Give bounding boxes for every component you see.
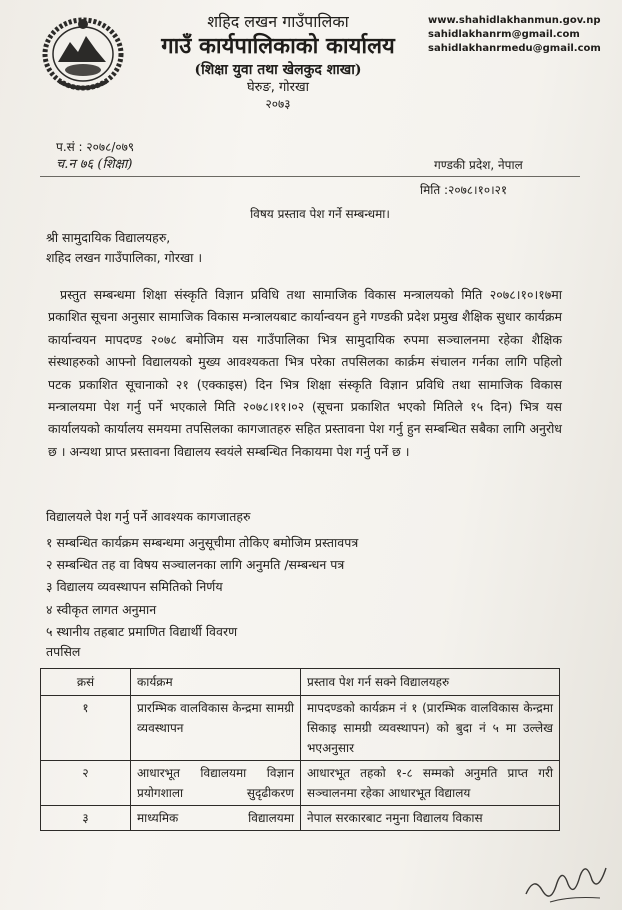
office-header [128,12,428,112]
municipality-name: शहिद लखन गाउँपालिका [207,12,349,31]
reference-numbers [56,138,134,174]
table-row [41,761,560,806]
list-item: ५ स्थानीय तहबाट प्रमाणित विद्यार्थी विवरण [46,623,238,639]
column-header-program: कार्यक्रम [131,669,301,696]
addressee-line: शहिद लखन गाउँपालिका, गोरखा । [46,250,203,265]
header-divider [40,176,580,177]
subject-line: विषय प्रस्ताव पेश गर्ने सम्बन्धमा। [250,207,390,221]
body-paragraph: प्रस्तुत सम्बन्धमा शिक्षा संस्कृति विज्ञान प्रविधि तथा सामाजिक विकास मन्त्रालयको मिति २०७८।१०।१७मा प्रकाशित सूचना अनुसार सामाजिक विकास मन्त्रालयबाट कार्यान्वयन हुने गण्डकी प्रदेश प्रमुख शैक्षिक सुधार कार्यक्रम कार्यान्वयन मापदण्ड २०७८ बमोजिम यस गाउँपालिका भित्र सामुदायिक रुपमा सञ्चालनमा रहेका शैक्षिक संस्थाहरुको आफ्नो विद्यालयको मुख्य आवश्यकता भित्र परेका तपसिलका कार्क्रम संचालन गर्नका लागि पहिलो पटक प्रकाशित सूचानाको २१ (एक्काइस) दिन भित्र शिक्षा संस्कृति विज्ञान प्रविधि तथा सामाजिक विकास मन्त्रालयमा पेश गर्नु पर्ने भएकाले मिति २०७८।११।०२ (सूचना प्रकाशित भएको मितिले १५ दिन) भित्र यस कार्यालयको कार्यालय समयमा तपसिलका कागजातहरु सहित प्रस्तावना पेश गर्नु हुन सम्बन्धित सबैका लागि अनुरोध छ । अन्यथा प्राप्त प्रस्तावना विद्यालय स्वयंले सम्बन्धित निकायमा पेश गर्नु पर्ने छ । [48,287,562,459]
office-name: गाउँ कार्यपालिकाको कार्यालय [161,33,395,59]
list-item: २ सम्बन्धित तह वा विषय सञ्चालनका लागि अनुमति /सम्बन्धन पत्र [46,557,345,573]
email-link-edu[interactable]: sahidlakhanrmedu@gmail.com [428,43,601,54]
column-header-eligible: प्रस्ताव पेश गर्न सक्ने विद्यालयहरु [301,669,560,696]
column-header-sn: क्रसं [41,669,131,696]
list-item: १ सम्बन्धित कार्यक्रम सम्बन्धमा अनुसूचीमा तोकिए बमोजिम प्रस्तावपत्र [46,535,359,550]
cell-sn: १ [41,696,131,761]
cell-program: माध्यमिक विद्यालयमा [131,806,301,831]
established-year: २०७३ [265,97,291,111]
cell-program: आधारभूत विद्यालयमा विज्ञान प्रयोगशाला सुदृढीकरण [131,761,301,806]
program-table [40,668,560,831]
email-link[interactable]: sahidlakhanrm@gmail.com [428,29,580,40]
section-name: (शिक्षा युवा तथा खेलकुद शाखा) [194,62,362,78]
dispatch-number: च.न ७६ (शिक्षा) [56,157,133,172]
cell-sn: २ [41,761,131,806]
addressee-block [46,228,202,268]
cell-eligible: मापदण्डको कार्यक्रम नं १ (प्रारम्भिक वालविकास केन्द्रमा सिकाइ सामग्री व्यवस्थापन) को बुदा नं ५ मा उल्लेख भएअनुसार [301,696,560,761]
letter-date: मिति :२०७८।१०।२१ [420,183,508,197]
province-label: गण्डकी प्रदेश, नेपाल [434,158,523,172]
nepal-emblem-icon [40,14,126,92]
details-heading: तपसिल [46,644,81,659]
table-row [41,806,560,831]
cell-sn: ३ [41,806,131,831]
contact-block [428,14,618,56]
list-item: ४ स्वीकृत लागत अनुमान [46,601,157,617]
letter-number: प.सं : २०७८/०७९ [56,140,135,154]
cell-eligible: नेपाल सरकारबाट नमुना विद्यालय विकास [301,806,560,831]
website-link[interactable]: www.shahidlakhanmun.gov.np [428,15,601,26]
office-location: घेरुङ, गोरखा [246,80,309,95]
table-header-row [41,669,560,696]
list-item: ३ विद्यालय व्यवस्थापन समितिको निर्णय [46,579,223,595]
addressee-line: श्री सामुदायिक विद्यालयहरु, [46,230,171,245]
documents-list [46,532,358,643]
cell-eligible: आधारभूत तहको १-८ सम्मको अनुमति प्राप्त गरी सञ्चालनमा रहेका आधारभूत विद्यालय [301,761,560,806]
table-row [41,696,560,761]
cell-program: प्रारम्भिक वालविकास केन्द्रमा सामग्री व्यवस्थापन [131,696,301,761]
signature-mark [520,846,610,906]
documents-heading: विद्यालयले पेश गर्नु पर्ने आवश्यक कागजातहरु [46,509,251,524]
